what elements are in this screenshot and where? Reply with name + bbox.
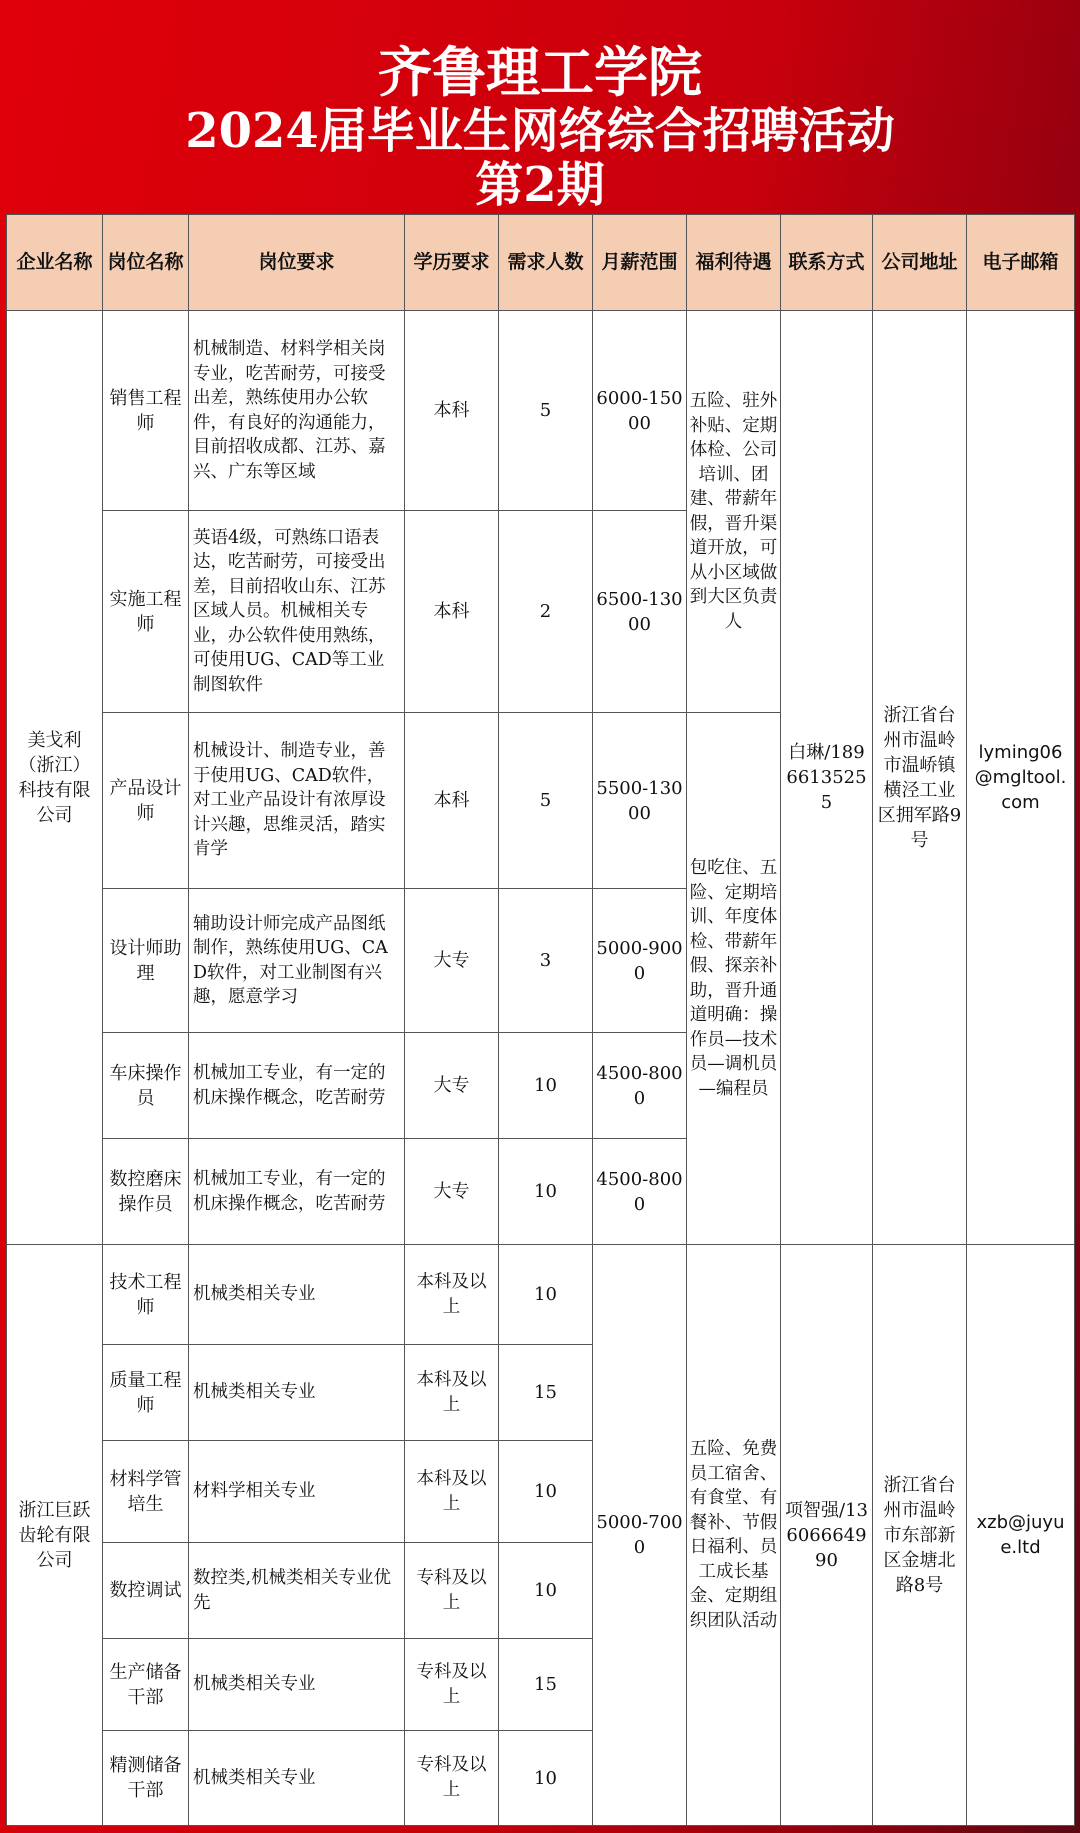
col-header: 电子邮箱	[967, 215, 1075, 311]
job-requirement: 机械类相关专业	[189, 1639, 405, 1731]
contact: 白琳/18966135255	[781, 311, 873, 1245]
col-header: 联系方式	[781, 215, 873, 311]
salary-range: 4500-8000	[593, 1139, 687, 1245]
education: 本科	[405, 713, 499, 889]
education: 大专	[405, 1033, 499, 1139]
headcount: 2	[499, 511, 593, 713]
job-title: 销售工程师	[103, 311, 189, 511]
company-name: 浙江巨跃齿轮有限公司	[7, 1245, 103, 1826]
job-requirement: 机械制造、材料学相关岗专业，吃苦耐劳，可接受出差，熟练使用办公软件，有良好的沟通能力，目前招收成都、江苏、嘉兴、广东等区域	[189, 311, 405, 511]
education: 本科及以上	[405, 1441, 499, 1543]
salary-range: 5500-13000	[593, 713, 687, 889]
headcount: 15	[499, 1639, 593, 1731]
table-row	[7, 1245, 1075, 1345]
company-address: 浙江省台州市温岭市东部新区金塘北路8号	[873, 1245, 967, 1826]
company-address: 浙江省台州市温岭市温峤镇横泾工业区拥军路9号	[873, 311, 967, 1245]
education: 专科及以上	[405, 1543, 499, 1639]
col-header: 岗位名称	[103, 215, 189, 311]
education: 本科	[405, 311, 499, 511]
education: 本科及以上	[405, 1245, 499, 1345]
contact: 项智强/13606664990	[781, 1245, 873, 1826]
job-title: 精测储备干部	[103, 1731, 189, 1826]
welfare: 五险、免费员工宿舍、有食堂、有餐补、节假日福利、员工成长基金、定期组织团队活动	[687, 1245, 781, 1826]
education: 大专	[405, 1139, 499, 1245]
headcount: 3	[499, 889, 593, 1033]
education: 专科及以上	[405, 1639, 499, 1731]
table-header-row	[7, 215, 1075, 311]
job-requirement: 机械类相关专业	[189, 1245, 405, 1345]
job-table	[6, 214, 1075, 1826]
welfare: 五险、驻外补贴、定期体检、公司培训、团建、带薪年假，晋升渠道开放，可从小区域做到大区负责人	[687, 311, 781, 713]
headcount: 10	[499, 1441, 593, 1543]
col-header: 需求人数	[499, 215, 593, 311]
job-requirement: 材料学相关专业	[189, 1441, 405, 1543]
job-title: 实施工程师	[103, 511, 189, 713]
job-title: 数控磨床操作员	[103, 1139, 189, 1245]
email: lyming06@mgltool.com	[967, 311, 1075, 1245]
job-title: 技术工程师	[103, 1245, 189, 1345]
job-title: 质量工程师	[103, 1345, 189, 1441]
col-header: 公司地址	[873, 215, 967, 311]
education: 专科及以上	[405, 1731, 499, 1826]
job-requirement: 机械设计、制造专业，善于使用UG、CAD软件，对工业产品设计有浓厚设计兴趣，思维灵活，踏实肯学	[189, 713, 405, 889]
headcount: 10	[499, 1245, 593, 1345]
headcount: 10	[499, 1139, 593, 1245]
job-requirement: 机械类相关专业	[189, 1345, 405, 1441]
salary-range: 4500-8000	[593, 1033, 687, 1139]
job-title: 材料学管培生	[103, 1441, 189, 1543]
job-requirement: 机械加工专业，有一定的机床操作概念，吃苦耐劳	[189, 1139, 405, 1245]
issue-number: 第2期	[475, 157, 605, 213]
table-row	[7, 311, 1075, 511]
job-title: 设计师助理	[103, 889, 189, 1033]
welfare: 包吃住、五险、定期培训、年度体检、带薪年假、探亲补助，晋升通道明确：操作员—技术员—调机员—编程员	[687, 713, 781, 1245]
headcount: 5	[499, 713, 593, 889]
job-title: 产品设计师	[103, 713, 189, 889]
col-header: 月薪范围	[593, 215, 687, 311]
headcount: 5	[499, 311, 593, 511]
event-title: 2024届毕业生网络综合招聘活动	[185, 103, 895, 159]
education: 本科	[405, 511, 499, 713]
poster-header	[0, 0, 1080, 214]
job-requirement: 英语4级，可熟练口语表达，吃苦耐劳，可接受出差，目前招收山东、江苏区域人员。机械相关专业，办公软件使用熟练，可使用UG、CAD等工业制图软件	[189, 511, 405, 713]
headcount: 15	[499, 1345, 593, 1441]
headcount: 10	[499, 1543, 593, 1639]
salary-range: 6000-15000	[593, 311, 687, 511]
col-header: 福利待遇	[687, 215, 781, 311]
headcount: 10	[499, 1731, 593, 1826]
col-header: 学历要求	[405, 215, 499, 311]
col-header: 企业名称	[7, 215, 103, 311]
headcount: 10	[499, 1033, 593, 1139]
education: 大专	[405, 889, 499, 1033]
col-header: 岗位要求	[189, 215, 405, 311]
job-requirement: 辅助设计师完成产品图纸制作，熟练使用UG、CAD软件，对工业制图有兴趣，愿意学习	[189, 889, 405, 1033]
job-title: 生产储备干部	[103, 1639, 189, 1731]
job-title: 车床操作员	[103, 1033, 189, 1139]
salary-range: 6500-13000	[593, 511, 687, 713]
education: 本科及以上	[405, 1345, 499, 1441]
salary-range: 5000-7000	[593, 1245, 687, 1826]
job-requirement: 机械类相关专业	[189, 1731, 405, 1826]
job-title: 数控调试	[103, 1543, 189, 1639]
company-name: 美戈利（浙江）科技有限公司	[7, 311, 103, 1245]
job-requirement: 数控类,机械类相关专业优先	[189, 1543, 405, 1639]
salary-range: 5000-9000	[593, 889, 687, 1033]
job-requirement: 机械加工专业，有一定的机床操作概念，吃苦耐劳	[189, 1033, 405, 1139]
school-name: 齐鲁理工学院	[378, 40, 702, 104]
email: xzb@juyue.ltd	[967, 1245, 1075, 1826]
